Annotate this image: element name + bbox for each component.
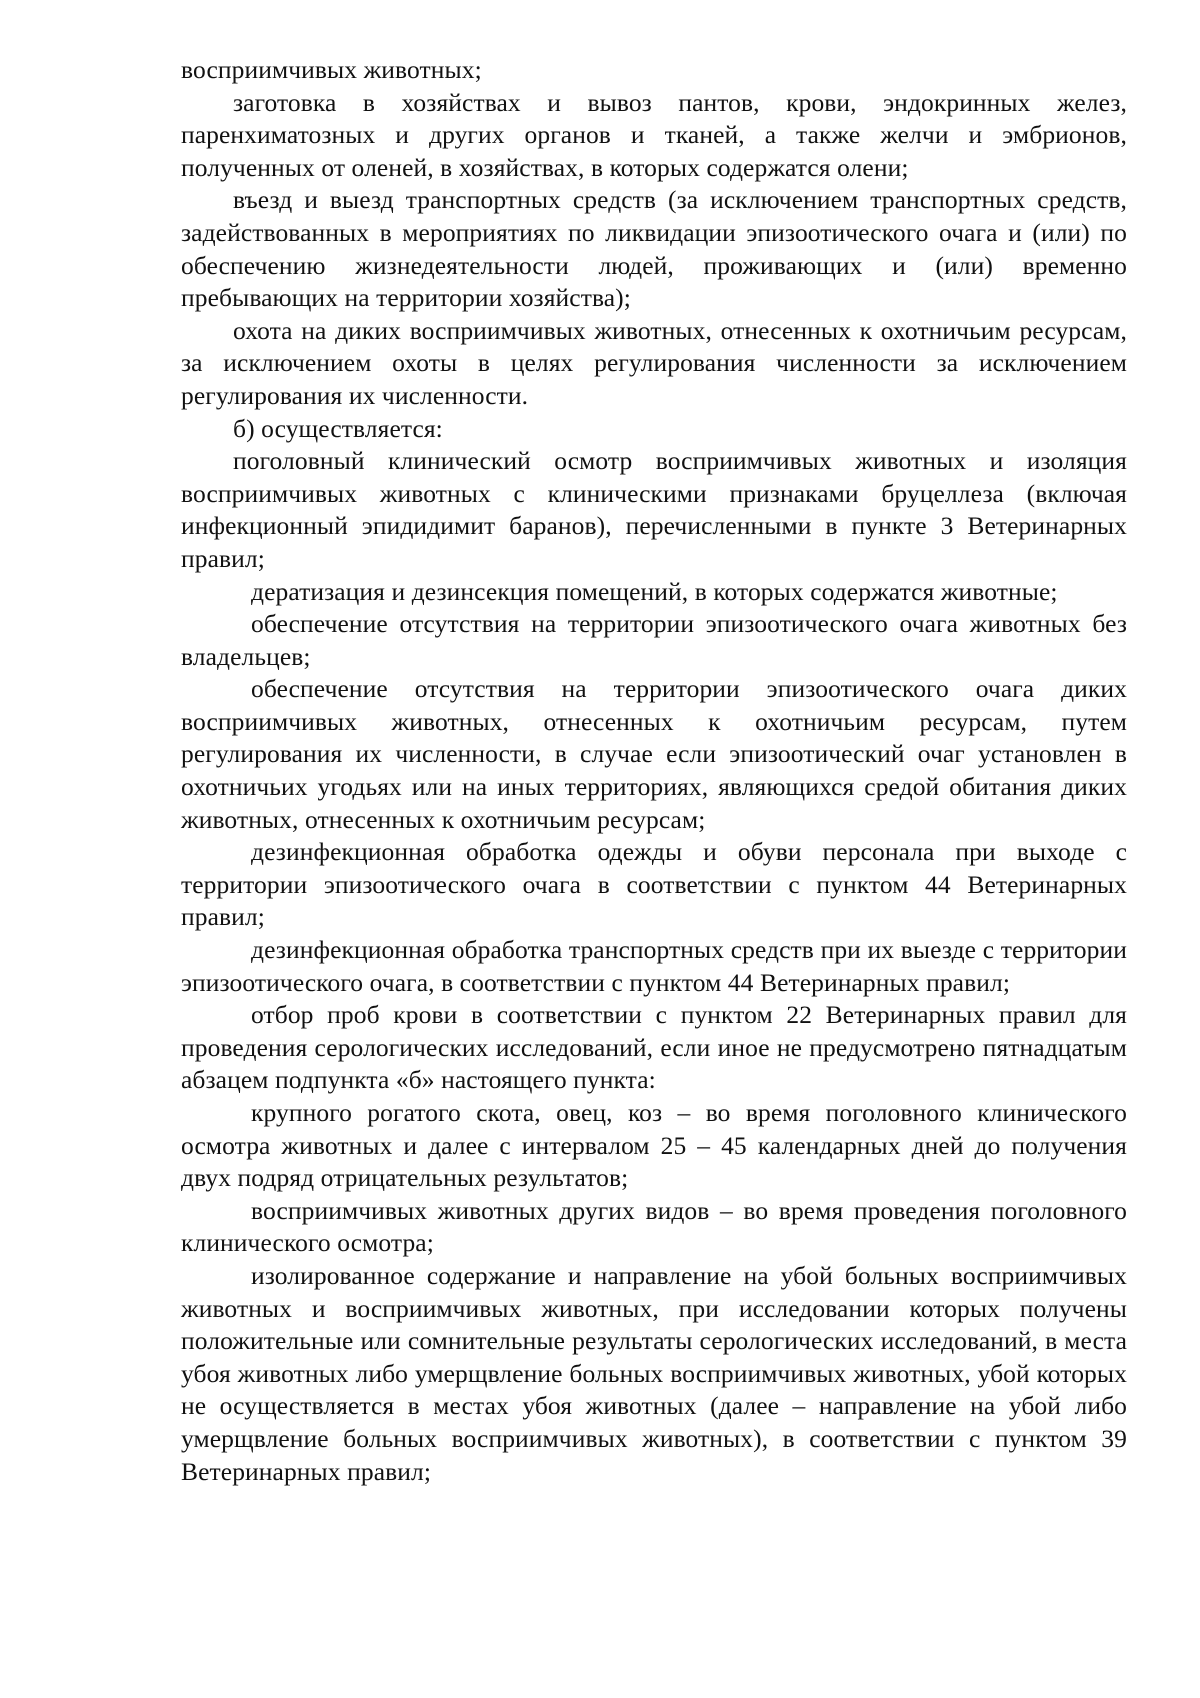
paragraph-8: обеспечение отсутствия на территории эпизоотического очага животных без владельцев; <box>181 609 1127 671</box>
paragraph-13: крупного рогатого скота, овец, коз – во время поголовного клинического осмотра животных и далее с интервалом 25 – 45 календарных дней до получения двух подряд отрицательных результатов; <box>181 1098 1127 1193</box>
paragraph-2: заготовка в хозяйствах и вывоз пантов, крови, эндокринных желез, паренхиматозных и других органов и тканей, а также желчи и эмбрионов, полученных от оленей, в хозяйствах, в которых содержатся олени; <box>181 87 1127 182</box>
paragraph-4: охота на диких восприимчивых животных, отнесенных к охотничьим ресурсам, за исключением охоты в целях регулирования численности за исключением регулирования их численности. <box>181 315 1127 410</box>
paragraph-12: отбор проб крови в соответствии с пунктом 22 Ветеринарных правил для проведения серологических исследований, если иное не предусмотрено пятнадцатым абзацем подпункта «б» настоящего пункта: <box>181 1000 1127 1095</box>
paragraph-11: дезинфекционная обработка транспортных средств при их выезде с территории эпизоотического очага, в соответствии с пунктом 44 Ветеринарных правил; <box>181 935 1127 997</box>
paragraph-6: поголовный клинический осмотр восприимчивых животных и изоляция восприимчивых животных с клиническими признаками бруцеллеза (включая инфекционный эпидидимит баранов), перечисленными в пункте 3 Ветеринарных правил; <box>181 446 1127 573</box>
paragraph-1: восприимчивых животных; <box>181 55 482 84</box>
paragraph-3: въезд и выезд транспортных средств (за исключением транспортных средств, задействованных в мероприятиях по ликвидации эпизоотического очага и (или) по обеспечению жизнедеятельности людей, проживающих и (или) временно пребывающих на территории хозяйства); <box>181 185 1127 313</box>
paragraph-10: дезинфекционная обработка одежды и обуви персонала при выходе с территории эпизоотического очага в соответствии с пунктом 44 Ветеринарных правил; <box>181 837 1127 932</box>
paragraph-9: обеспечение отсутствия на территории эпизоотического очага диких восприимчивых животных, отнесенных к охотничьим ресурсам, путем регулирования их численности, в случае если эпизоотический очаг установлен в охотничьих угодьях или на иных территориях, являющихся средой обитания диких животных, отнесенных к охотничьим ресурсам; <box>181 674 1127 834</box>
paragraph-15: изолированное содержание и направление на убой больных восприимчивых животных и восприимчивых животных, при исследовании которых получены положительные или сомнительные результаты серологических исследований, в места убоя животных либо умерщвление больных восприимчивых животных, убой которых не осуществляется в местах убоя животных (далее – направление на убой либо умерщвление больных восприимчивых животных), в соответствии с пунктом 39 Ветеринарных правил; <box>181 1260 1127 1486</box>
paragraph-5: б) осуществляется: <box>233 413 443 443</box>
paragraph-14: восприимчивых животных других видов – во время проведения поголовного клинического осмотра; <box>181 1195 1127 1258</box>
document-page <box>181 54 1127 1488</box>
paragraph-7: дератизация и дезинсекция помещений, в которых содержатся животные; <box>251 576 1058 606</box>
